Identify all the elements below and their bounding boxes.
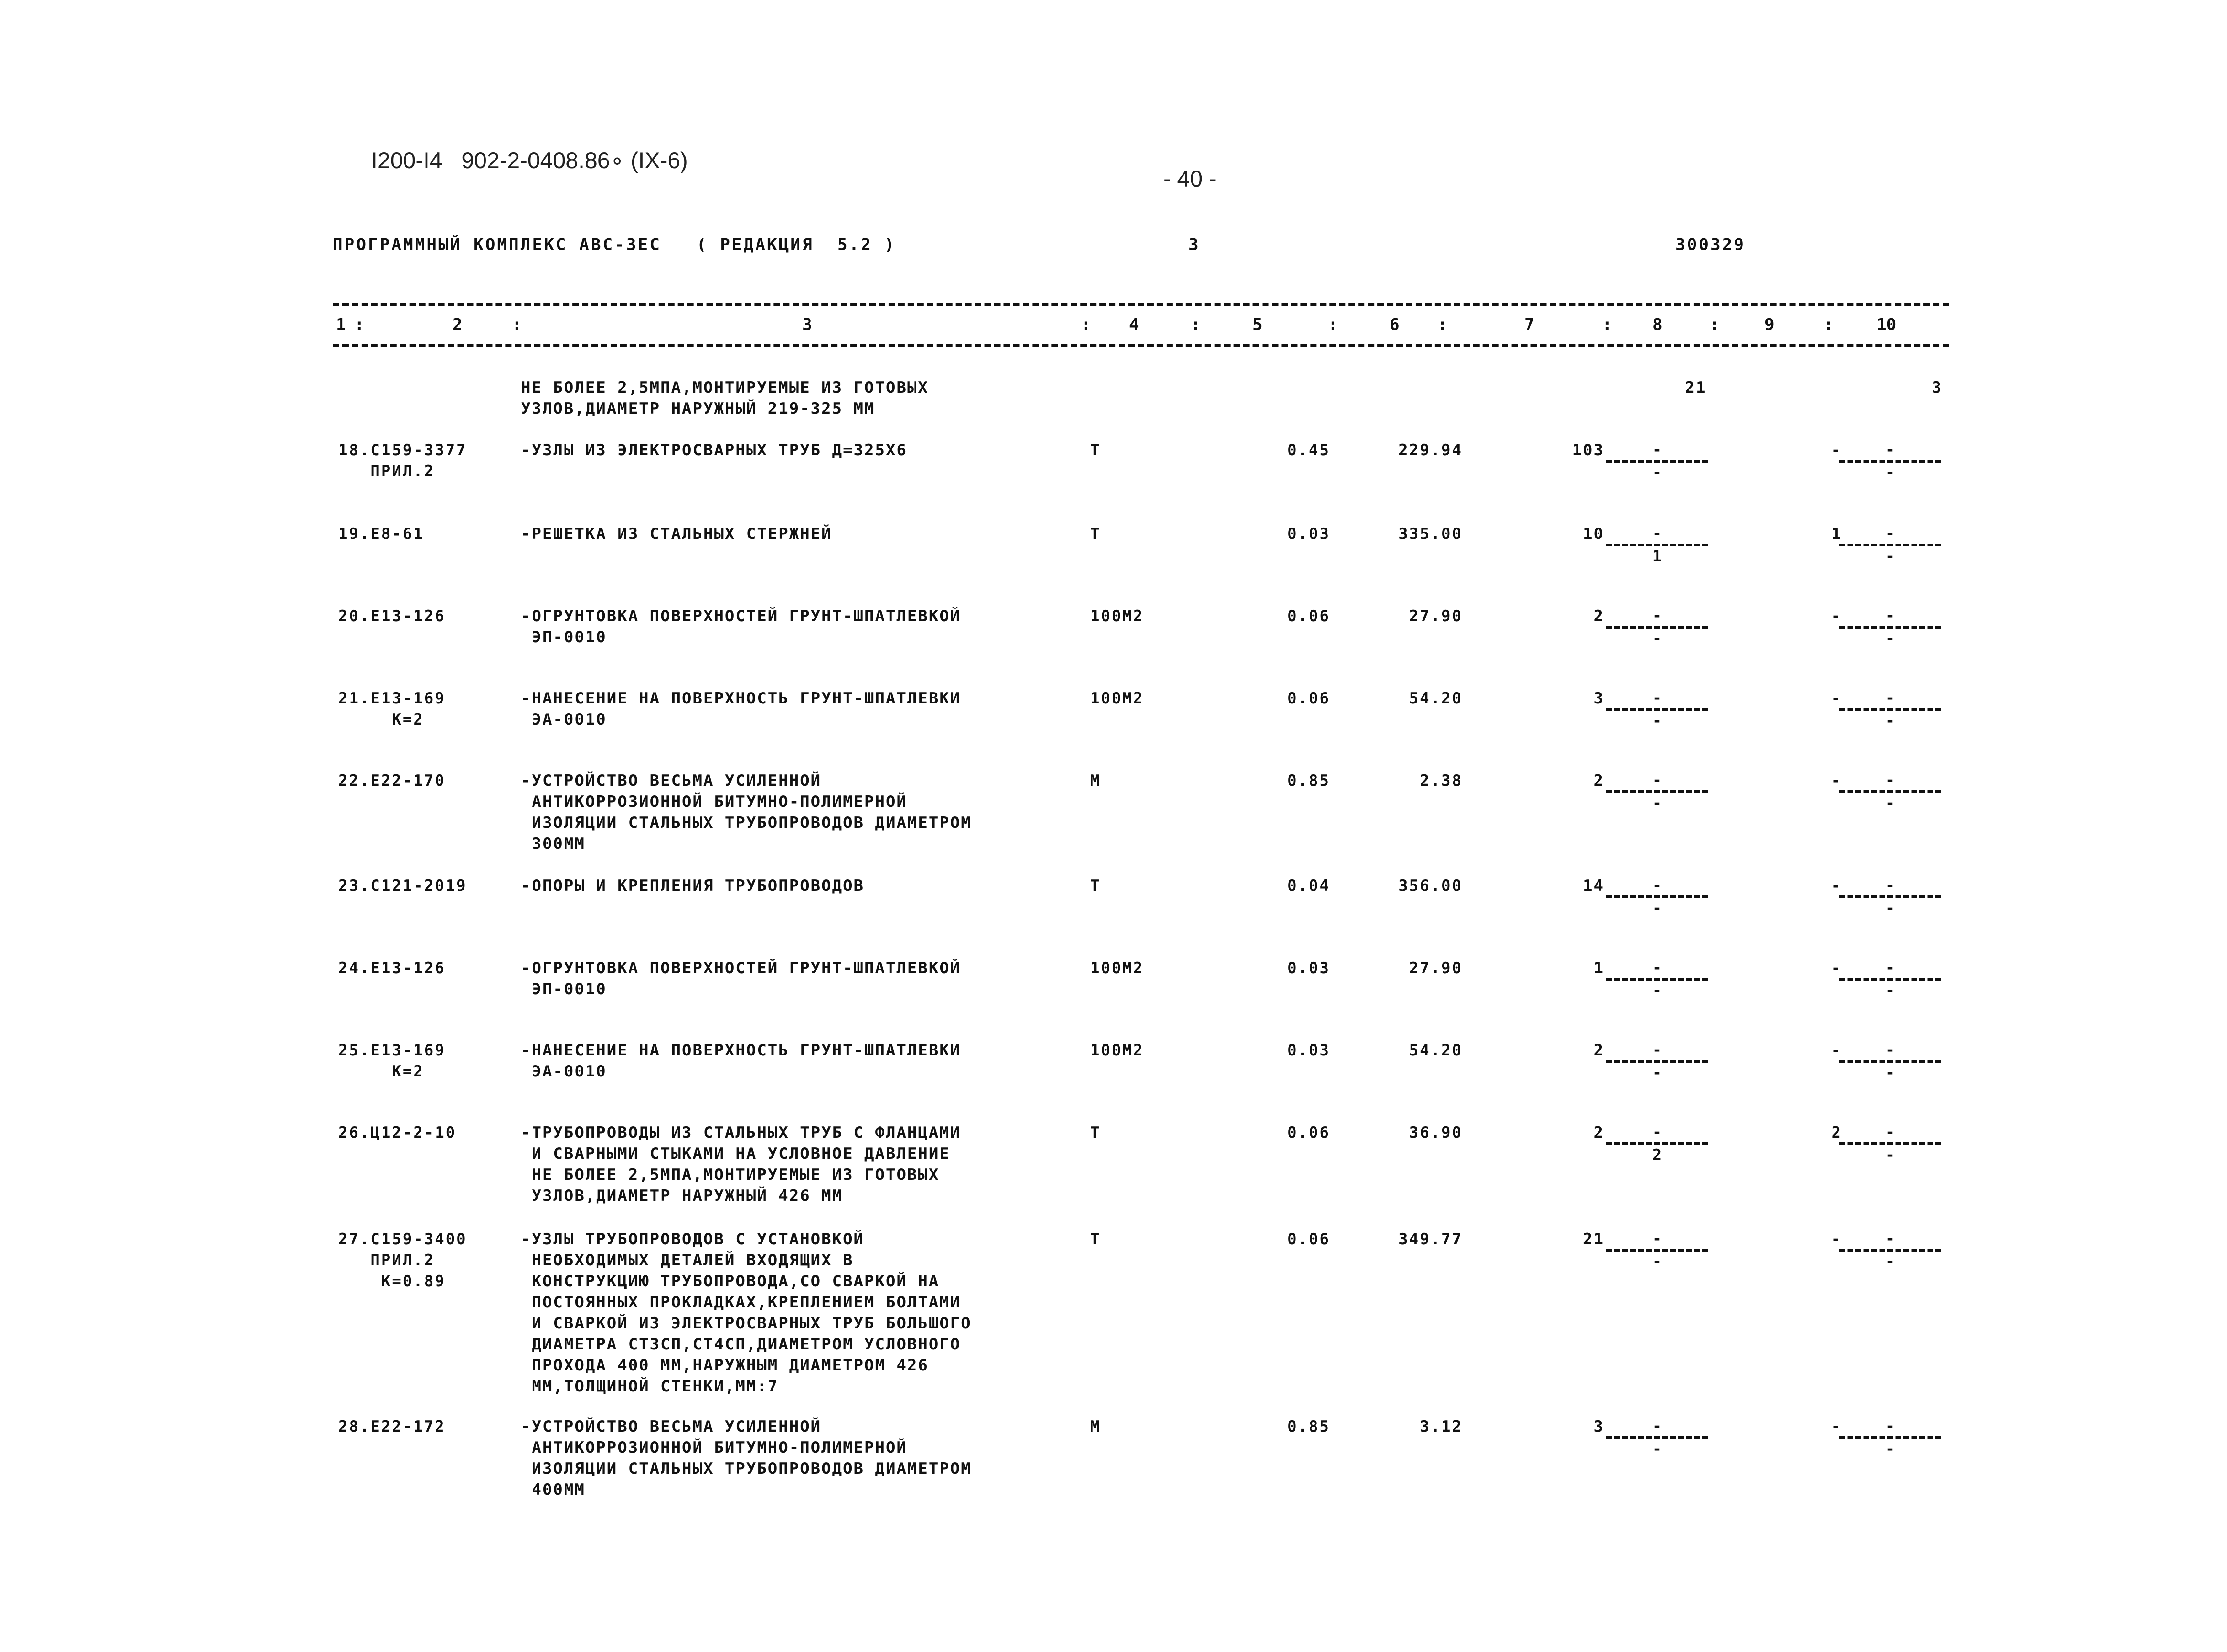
row-total: 14 xyxy=(1583,877,1604,895)
row-col10-fraction-denominator: - xyxy=(1885,899,1895,917)
row-col10-fraction xyxy=(1838,606,1943,649)
row-total: 3 xyxy=(1593,1418,1604,1436)
row-code: 27.С159-3400 ПРИЛ.2 К=0.89 xyxy=(338,1230,467,1290)
row-unit: 100М2 xyxy=(1090,959,1144,977)
row-col9: - xyxy=(1831,959,1842,977)
row-col10-fraction xyxy=(1838,958,1943,1001)
row-col10-fraction-numerator: - xyxy=(1885,876,1895,895)
program-title: ПРОГРАММНЫЙ КОМПЛЕКС АВС-3ЕС ( РЕДАКЦИЯ 5.2 ) xyxy=(333,235,896,254)
column-header: 6 xyxy=(1390,315,1400,334)
row-col10-fraction-numerator: - xyxy=(1885,524,1895,543)
row-code: 22.Е22-170 xyxy=(338,772,446,790)
row-unit: М xyxy=(1090,772,1101,790)
header-top-rule xyxy=(333,303,1949,306)
column-header: 4 xyxy=(1129,315,1139,334)
row-col8-fraction-numerator: - xyxy=(1652,441,1662,459)
column-separator: : xyxy=(1824,315,1834,334)
row-col10-fraction-numerator: - xyxy=(1885,441,1895,459)
row-unit: 100М2 xyxy=(1090,1041,1144,1060)
row-col8-fraction xyxy=(1604,1416,1710,1459)
row-col9: - xyxy=(1831,607,1842,625)
column-header: 3 xyxy=(802,315,812,334)
row-col8-fraction-denominator: - xyxy=(1652,464,1662,482)
row-total: 1 xyxy=(1593,959,1604,977)
column-separator: : xyxy=(1602,315,1612,334)
row-total: 103 xyxy=(1572,441,1604,459)
row-col10-fraction-numerator: - xyxy=(1885,1123,1895,1141)
row-unit-price: 54.20 xyxy=(1409,1041,1463,1060)
row-col8-fraction-numerator: - xyxy=(1652,607,1662,625)
row-description: -УСТРОЙСТВО ВЕСЬМА УСИЛЕННОЙ АНТИКОРРОЗИОННОЙ БИТУМНО-ПОЛИМЕРНОЙ ИЗОЛЯЦИИ СТАЛЬНЫХ ТРУБОПРОВОДОВ ДИАМЕТРОМ 400ММ xyxy=(521,1418,972,1499)
row-col8-fraction xyxy=(1604,1040,1710,1083)
row-quantity: 0.03 xyxy=(1287,959,1330,977)
row-col8-fraction-denominator: - xyxy=(1652,981,1662,1000)
row-col10-fraction xyxy=(1838,1416,1943,1459)
column-header: 5 xyxy=(1252,315,1263,334)
row-unit-price: 3.12 xyxy=(1420,1418,1463,1436)
row-total: 3 xyxy=(1593,689,1604,708)
row-description: -ТРУБОПРОВОДЫ ИЗ СТАЛЬНЫХ ТРУБ С ФЛАНЦАМИ И СВАРНЫМИ СТЫКАМИ НА УСЛОВНОЕ ДАВЛЕНИЕ НЕ БОЛЕЕ 2,5МПА,МОНТИРУЕМЫЕ ИЗ ГОТОВЫХ УЗЛОВ,ДИАМЕТР НАРУЖНЫЙ 426 ММ xyxy=(521,1124,961,1205)
row-col10-fraction-numerator: - xyxy=(1885,1230,1895,1248)
row-col8-fraction-denominator: - xyxy=(1652,712,1662,730)
row-col10-fraction xyxy=(1838,875,1943,918)
row-quantity: 0.06 xyxy=(1287,689,1330,708)
row-col10-fraction-numerator: - xyxy=(1885,959,1895,977)
row-code: 23.С121-2019 xyxy=(338,877,467,895)
row-col8-fraction xyxy=(1604,958,1710,1001)
header-bottom-rule xyxy=(333,344,1949,347)
row-col9: 2 xyxy=(1831,1124,1842,1142)
row-col8-fraction-numerator: - xyxy=(1652,1417,1662,1435)
row-col10-fraction-denominator: - xyxy=(1885,464,1895,482)
row-col10-fraction-denominator: - xyxy=(1885,794,1895,812)
row-col10-fraction-denominator: - xyxy=(1885,1440,1895,1458)
row-col8-fraction-numerator: - xyxy=(1652,524,1662,543)
row-col10-fraction-numerator: - xyxy=(1885,1041,1895,1059)
row-unit-price: 36.90 xyxy=(1409,1124,1463,1142)
row-col8-fraction-denominator: - xyxy=(1652,794,1662,812)
row-col8-fraction-denominator: 1 xyxy=(1652,547,1662,565)
row-quantity: 0.06 xyxy=(1287,1124,1330,1142)
intro-description: НЕ БОЛЕЕ 2,5МПА,МОНТИРУЕМЫЕ ИЗ ГОТОВЫХ УЗЛОВ,ДИАМЕТР НАРУЖНЫЙ 219-325 ММ xyxy=(521,378,929,418)
row-code: 25.Е13-169 К=2 xyxy=(338,1041,446,1081)
row-code: 20.Е13-126 xyxy=(338,607,446,625)
column-separator: : xyxy=(512,315,522,334)
row-col10-fraction-denominator: - xyxy=(1885,547,1895,565)
row-col10-fraction xyxy=(1838,1040,1943,1083)
row-col8-fraction xyxy=(1604,770,1710,813)
column-separator: : xyxy=(1081,315,1091,334)
row-col10-fraction-denominator: - xyxy=(1885,1064,1895,1082)
row-col8-fraction-numerator: - xyxy=(1652,1041,1662,1059)
row-code: 24.Е13-126 xyxy=(338,959,446,977)
row-unit: Т xyxy=(1090,1230,1101,1248)
row-col8-fraction-denominator: - xyxy=(1652,1252,1662,1271)
row-col10-fraction-numerator: - xyxy=(1885,689,1895,707)
row-col8-fraction xyxy=(1604,1122,1710,1165)
row-col8-fraction-numerator: - xyxy=(1652,689,1662,707)
row-total: 2 xyxy=(1593,772,1604,790)
row-description: -УСТРОЙСТВО ВЕСЬМА УСИЛЕННОЙ АНТИКОРРОЗИОННОЙ БИТУМНО-ПОЛИМЕРНОЙ ИЗОЛЯЦИИ СТАЛЬНЫХ ТРУБОПРОВОДОВ ДИАМЕТРОМ 300ММ xyxy=(521,772,972,853)
row-unit: 100М2 xyxy=(1090,689,1144,708)
row-col8-fraction-numerator: - xyxy=(1652,1123,1662,1141)
row-col8-fraction-denominator: - xyxy=(1652,1064,1662,1082)
row-quantity: 0.03 xyxy=(1287,1041,1330,1060)
row-description: -ОГРУНТОВКА ПОВЕРХНОСТЕЙ ГРУНТ-ШПАТЛЕВКОЙ ЭП-0010 xyxy=(521,607,961,646)
row-unit: Т xyxy=(1090,441,1101,459)
page-number: - 40 - xyxy=(1163,166,1217,192)
row-quantity: 0.45 xyxy=(1287,441,1330,459)
column-header: 9 xyxy=(1764,315,1774,334)
row-code: 21.Е13-169 К=2 xyxy=(338,689,446,729)
row-col10-fraction-numerator: - xyxy=(1885,1417,1895,1435)
row-col8-fraction xyxy=(1604,440,1710,483)
row-unit-price: 356.00 xyxy=(1398,877,1463,895)
column-header: 1 xyxy=(336,315,346,334)
column-separator: : xyxy=(354,315,364,334)
row-unit: 100М2 xyxy=(1090,607,1144,625)
row-code: 26.Ц12-2-10 xyxy=(338,1124,457,1142)
row-col10-fraction-denominator: - xyxy=(1885,981,1895,1000)
row-col9: - xyxy=(1831,441,1842,459)
row-col10-fraction xyxy=(1838,1122,1943,1165)
row-description: -УЗЛЫ ИЗ ЭЛЕКТРОСВАРНЫХ ТРУБ Д=325Х6 xyxy=(521,441,907,459)
row-col10-fraction-denominator: - xyxy=(1885,1146,1895,1164)
document-stamp: I200-I4 902-2-0408.86∘ (IX-6) xyxy=(371,148,688,173)
intro-col10: 3 xyxy=(1932,378,1943,397)
row-col9: - xyxy=(1831,1418,1842,1436)
row-code: 18.С159-3377 ПРИЛ.2 xyxy=(338,441,467,480)
row-description: -ОПОРЫ И КРЕПЛЕНИЯ ТРУБОПРОВОДОВ xyxy=(521,877,865,895)
column-separator: : xyxy=(1191,315,1201,334)
row-col8-fraction-numerator: - xyxy=(1652,1230,1662,1248)
row-code: 28.Е22-172 xyxy=(338,1418,446,1436)
intro-col8: 21 xyxy=(1685,378,1707,397)
row-col9: 1 xyxy=(1831,525,1842,543)
row-description: -ОГРУНТОВКА ПОВЕРХНОСТЕЙ ГРУНТ-ШПАТЛЕВКОЙ ЭП-0010 xyxy=(521,959,961,998)
row-col9: - xyxy=(1831,877,1842,895)
column-separator: : xyxy=(1438,315,1448,334)
row-col8-fraction-denominator: - xyxy=(1652,899,1662,917)
column-header: 10 xyxy=(1876,315,1897,334)
row-total: 2 xyxy=(1593,1041,1604,1060)
row-quantity: 0.04 xyxy=(1287,877,1330,895)
column-header: 8 xyxy=(1652,315,1662,334)
row-col10-fraction xyxy=(1838,440,1943,483)
row-col10-fraction-numerator: - xyxy=(1885,771,1895,789)
row-col8-fraction-denominator: 2 xyxy=(1652,1146,1662,1164)
program-number: 3 xyxy=(1188,235,1200,254)
row-col10-fraction-denominator: - xyxy=(1885,629,1895,648)
row-col10-fraction-denominator: - xyxy=(1885,712,1895,730)
row-col8-fraction-numerator: - xyxy=(1652,771,1662,789)
row-col10-fraction xyxy=(1838,688,1943,731)
row-description: -НАНЕСЕНИЕ НА ПОВЕРХНОСТЬ ГРУНТ-ШПАТЛЕВКИ ЭА-0010 xyxy=(521,689,961,729)
row-unit-price: 27.90 xyxy=(1409,959,1463,977)
row-unit-price: 54.20 xyxy=(1409,689,1463,708)
row-unit: Т xyxy=(1090,877,1101,895)
row-col10-fraction-numerator: - xyxy=(1885,607,1895,625)
row-unit-price: 349.77 xyxy=(1398,1230,1463,1248)
row-col8-fraction xyxy=(1604,606,1710,649)
row-quantity: 0.03 xyxy=(1287,525,1330,543)
row-quantity: 0.06 xyxy=(1287,607,1330,625)
row-unit-price: 229.94 xyxy=(1398,441,1463,459)
row-col9: - xyxy=(1831,689,1842,708)
row-col9: - xyxy=(1831,1230,1842,1248)
program-code: 300329 xyxy=(1675,235,1746,254)
row-code: 19.Е8-61 xyxy=(338,525,424,543)
row-unit: Т xyxy=(1090,525,1101,543)
row-col10-fraction xyxy=(1838,1229,1943,1272)
row-col8-fraction xyxy=(1604,1229,1710,1272)
row-col8-fraction xyxy=(1604,523,1710,566)
row-description: -УЗЛЫ ТРУБОПРОВОДОВ С УСТАНОВКОЙ НЕОБХОДИМЫХ ДЕТАЛЕЙ ВХОДЯЩИХ В КОНСТРУКЦИЮ ТРУБОПРОВОДА,СО СВАРКОЙ НА ПОСТОЯННЫХ ПРОКЛАДКАХ,КРЕПЛЕНИЕМ БОЛТАМИ И СВАРКОЙ ИЗ ЭЛЕКТРОСВАРНЫХ ТРУБ БОЛЬШОГО ДИАМЕТРА СТ3СП,СТ4СП,ДИАМЕТРОМ УСЛОВНОГО ПРОХОДА 400 ММ,НАРУЖНЫМ ДИАМЕТРОМ 426 ММ,ТОЛЩИНОЙ СТЕНКИ,ММ:7 xyxy=(521,1230,972,1396)
column-separator: : xyxy=(1328,315,1338,334)
row-col9: - xyxy=(1831,1041,1842,1060)
row-col8-fraction-denominator: - xyxy=(1652,629,1662,648)
row-unit: Т xyxy=(1090,1124,1101,1142)
row-total: 21 xyxy=(1583,1230,1604,1248)
row-unit-price: 27.90 xyxy=(1409,607,1463,625)
row-col8-fraction-denominator: - xyxy=(1652,1440,1662,1458)
row-unit-price: 2.38 xyxy=(1420,772,1463,790)
row-quantity: 0.85 xyxy=(1287,772,1330,790)
column-header: 7 xyxy=(1524,315,1534,334)
column-separator: : xyxy=(1710,315,1720,334)
row-quantity: 0.06 xyxy=(1287,1230,1330,1248)
row-total: 2 xyxy=(1593,607,1604,625)
row-description: -РЕШЕТКА ИЗ СТАЛЬНЫХ СТЕРЖНЕЙ xyxy=(521,525,832,543)
row-unit-price: 335.00 xyxy=(1398,525,1463,543)
row-col10-fraction-denominator: - xyxy=(1885,1252,1895,1271)
row-description: -НАНЕСЕНИЕ НА ПОВЕРХНОСТЬ ГРУНТ-ШПАТЛЕВКИ ЭА-0010 xyxy=(521,1041,961,1081)
row-col9: - xyxy=(1831,772,1842,790)
row-col8-fraction-numerator: - xyxy=(1652,959,1662,977)
row-col10-fraction xyxy=(1838,770,1943,813)
column-header: 2 xyxy=(453,315,463,334)
row-total: 10 xyxy=(1583,525,1604,543)
row-col8-fraction xyxy=(1604,875,1710,918)
row-col8-fraction-numerator: - xyxy=(1652,876,1662,895)
row-unit: М xyxy=(1090,1418,1101,1436)
row-col10-fraction xyxy=(1838,523,1943,566)
row-col8-fraction xyxy=(1604,688,1710,731)
row-total: 2 xyxy=(1593,1124,1604,1142)
row-quantity: 0.85 xyxy=(1287,1418,1330,1436)
